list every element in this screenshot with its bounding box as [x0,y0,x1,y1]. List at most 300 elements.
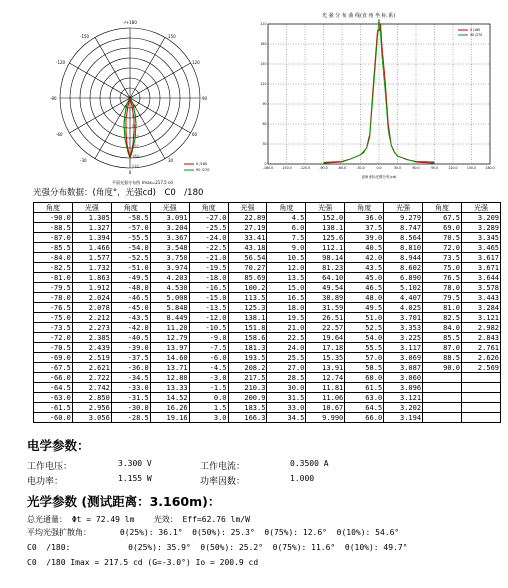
table-cell: 90.0 [423,363,462,373]
table-cell: 2.761 [461,343,500,353]
table-cell: 10.67 [306,403,345,413]
table-cell: 3.121 [461,313,500,323]
legend-label-c90: 90 /270 [470,33,483,37]
y-tick-label: 180 [260,42,267,46]
table-cell: -3.0 [189,373,228,383]
table-cell: 15.35 [306,353,345,363]
table-cell: 5.102 [384,283,423,293]
table-cell: 31.5 [267,393,306,403]
table-cell: 61.5 [345,383,384,393]
x-tick-label: 120.0 [448,166,458,170]
table-cell: 138.1 [306,223,345,233]
table-row [34,243,501,253]
table-cell: 2.519 [72,353,111,363]
table-cell: 12.74 [306,373,345,383]
table-cell: 52.5 [345,323,384,333]
table-cell: 13.33 [150,383,189,393]
power-label: 电功率： [27,477,64,487]
table-cell: 1.577 [72,253,111,263]
table-cell: 3.069 [384,353,423,363]
column-header: 光强 [306,203,345,213]
table-cell: -70.5 [34,343,73,353]
table-cell: -64.5 [34,383,73,393]
table-cell: 69.0 [423,223,462,233]
table-cell: 4.530 [150,283,189,293]
table-cell: 55.5 [345,343,384,353]
table-cell: 3.202 [384,403,423,413]
y-tick-label: 60 [262,122,267,126]
table-cell: 2.569 [461,363,500,373]
table-cell: 3.750 [150,253,189,263]
column-header: 角度 [189,203,228,213]
voltage-label: 工作电压： [27,462,73,472]
table-cell: 33.41 [228,233,267,243]
table-cell: 2.212 [72,313,111,323]
table-cell: 166.3 [228,413,267,423]
table-cell: -81.0 [34,273,73,283]
table-cell: 4.203 [150,273,189,283]
table-body [34,213,501,423]
table-cell: 42.0 [345,253,384,263]
table-cell: 112.1 [306,243,345,253]
table-cell: -78.0 [34,293,73,303]
table-cell: 22.57 [306,323,345,333]
legend-label-c0: 0 /180 [196,162,208,166]
table-cell: 3.465 [461,243,500,253]
table-cell: 82.5 [423,313,462,323]
table-cell: -61.5 [34,403,73,413]
table-cell: 2.626 [461,353,500,363]
x-tick-label: -90.0 [319,166,328,170]
table-cell: -85.5 [34,243,73,253]
table-cell: 3.443 [461,293,500,303]
pf-label: 功率因数： [200,477,246,487]
polar-chart [50,14,225,189]
table-cell: 2.843 [461,333,500,343]
table-cell: -49.5 [111,273,150,283]
pf-value: 1.000 [290,474,315,483]
table-cell: 63.0 [345,393,384,403]
legend-label-c90: 90 /270 [196,168,210,172]
cartesian-chart-title: 光 强 分 布 曲 线(直 角 坐 标 系) [322,13,396,19]
table-cell: 2.621 [72,363,111,373]
column-header: 角度 [267,203,306,213]
table-cell: 28.5 [267,373,306,383]
table-cell: -24.0 [189,233,228,243]
angle-label-m30: -30 [80,158,87,163]
table-cell: 9.279 [384,213,423,223]
table-cell: -10.5 [189,323,228,333]
table-header-row [34,203,501,213]
table-row [34,253,501,263]
table-cell: -69.0 [34,353,73,363]
table-cell: 58.5 [345,363,384,373]
table-cell: 22.89 [228,213,267,223]
x-tick-label: 30.0 [393,166,402,170]
y-tick-label: 90 [262,102,267,106]
x-tick-label: -30.0 [356,166,365,170]
table-cell: 43.5 [345,263,384,273]
table-cell [461,373,500,383]
polar-footer-sub: Imax=217.5 cd [142,180,173,185]
table-cell: 33.0 [267,403,306,413]
table-cell: -40.5 [111,333,150,343]
table-cell: 3.121 [384,393,423,403]
table-cell: -63.0 [34,393,73,403]
table-cell: 3.367 [150,233,189,243]
table-cell: 3.209 [461,213,500,223]
table-row [34,343,501,353]
table-cell: 5.008 [150,293,189,303]
table-cell: 19.5 [267,313,306,323]
table-cell: -7.5 [189,343,228,353]
x-tick-label: -120.0 [299,166,311,170]
table-cell: 72.0 [423,243,462,253]
table-cell: 8.449 [150,313,189,323]
table-cell: 48.0 [345,293,384,303]
table-cell: 78.0 [423,283,462,293]
table-cell: -67.5 [34,363,73,373]
table-cell: -15.0 [189,293,228,303]
table-row [34,393,501,403]
table-cell: 2.273 [72,323,111,333]
table-cell: 0.0 [189,393,228,403]
table-cell: 3.117 [384,343,423,353]
table-cell: -1.5 [189,383,228,393]
x-tick-labels [263,166,495,170]
table-cell: -84.0 [34,253,73,263]
ring-label: 150 [132,144,139,148]
legend-label-c0: 0 /180 [470,28,481,32]
table-cell: 3.204 [150,223,189,233]
table-cell: -39.0 [111,343,150,353]
power-value: 1.155 W [118,474,152,483]
table-cell: 4.5 [267,213,306,223]
table-cell [461,403,500,413]
table-row [34,233,501,243]
table-cell: -46.5 [111,293,150,303]
table-cell: -57.0 [111,223,150,233]
table-cell [423,393,462,403]
table-cell: 76.5 [423,273,462,283]
angle-label-120: 120 [192,60,200,65]
table-cell: -72.0 [34,333,73,343]
column-header: 光强 [384,203,423,213]
table-cell: 81.0 [423,303,462,313]
table-cell: 60.0 [345,373,384,383]
angle-label-m60: -60 [56,132,63,137]
table-cell: -55.5 [111,233,150,243]
table-cell: 27.0 [267,363,306,373]
table-cell: 138.1 [228,313,267,323]
ring-label: 180 [132,154,139,158]
table-cell: -75.0 [34,313,73,323]
table-row [34,383,501,393]
table-cell: -42.0 [111,323,150,333]
table-cell: 2.385 [72,333,111,343]
table-cell: 40.5 [345,243,384,253]
table-cell: 8.602 [384,263,423,273]
table-cell [423,403,462,413]
angle-label-m90: -90 [50,96,57,101]
table-cell: 34.5 [267,413,306,423]
table-cell: 54.0 [345,333,384,343]
optical-line-2: 平均光强扩散角： θ(25%): 36.1° θ(50%): 25.3° θ(75%): 12.6° θ(10%): 54.6° [27,528,400,537]
table-cell: 183.5 [228,403,267,413]
column-header: 角度 [111,203,150,213]
table-cell: 100.2 [228,283,267,293]
table-cell: 158.6 [228,333,267,343]
ring-label: 210 [132,164,139,168]
table-cell: 70.5 [423,233,462,243]
table-cell: 3.087 [384,363,423,373]
table-cell: 84.0 [423,323,462,333]
y-tick-label: 150 [260,62,267,66]
table-cell: 1.732 [72,263,111,273]
table-cell: 31.59 [306,303,345,313]
table-cell: -13.5 [189,303,228,313]
table-cell: 11.81 [306,383,345,393]
table-cell: -36.0 [111,363,150,373]
table-cell: 51.0 [345,313,384,323]
table-cell: 2.024 [72,293,111,303]
table-cell: -76.5 [34,303,73,313]
table-row [34,223,501,233]
x-tick-label: -60.0 [337,166,347,170]
x-tick-label: -180.0 [262,166,274,170]
table-row [34,313,501,323]
table-cell: 1.305 [72,213,111,223]
table-cell: 5.848 [150,303,189,313]
table-cell: 3.353 [384,323,423,333]
table-cell: 81.23 [306,263,345,273]
table-cell: 3.671 [461,263,500,273]
table-cell: 3.194 [384,413,423,423]
table-cell: 85.5 [423,333,462,343]
table-row [34,293,501,303]
table-cell: -16.5 [189,283,228,293]
table-cell: 87.0 [423,343,462,353]
table-cell: 3.644 [461,273,500,283]
table-cell: -12.0 [189,313,228,323]
angle-label-150: 150 [168,34,176,39]
table-cell: 2.742 [72,383,111,393]
table-cell: 2.850 [72,393,111,403]
table-cell: 13.5 [267,273,306,283]
table-cell: 13.71 [150,363,189,373]
x-tick-label: 150.0 [466,166,477,170]
table-cell: -66.0 [34,373,73,383]
table-cell: 3.345 [461,233,500,243]
voltage-value: 3.300 V [118,459,152,468]
y-tick-label: 30 [262,142,267,146]
table-cell: 3.578 [461,283,500,293]
table-cell: 200.9 [228,393,267,403]
table-cell: 210.3 [228,383,267,393]
x-tick-label: -150.0 [281,166,292,170]
table-cell: 152.0 [306,213,345,223]
table-cell: 4.025 [384,303,423,313]
table-cell: 12.79 [150,333,189,343]
table-cell: 19.16 [150,413,189,423]
table-cell: 64.10 [306,273,345,283]
table-cell: 3.289 [461,223,500,233]
column-header: 角度 [345,203,384,213]
table-cell: 193.5 [228,353,267,363]
y-tick-label: 120 [260,82,267,86]
table-cell: 98.14 [306,253,345,263]
table-cell: 125.3 [228,303,267,313]
section-title: 光强分布数据：(角度°，光强cd) C0 /180 [33,188,204,198]
table-row [34,363,501,373]
table-cell: 38.89 [306,293,345,303]
table-cell: -33.0 [111,383,150,393]
table-cell: -43.5 [111,313,150,323]
table-cell: 13.97 [150,343,189,353]
table-cell: -9.0 [189,333,228,343]
table-cell: -87.0 [34,233,73,243]
table-cell: 181.3 [228,343,267,353]
table-cell: 64.5 [345,403,384,413]
table-cell: -45.0 [111,303,150,313]
table-cell: 12.0 [267,263,306,273]
table-cell: 208.2 [228,363,267,373]
table-cell: -19.5 [189,263,228,273]
cartesian-chart [258,18,503,188]
current-value: 0.3500 A [290,459,329,468]
table-cell: -21.0 [189,253,228,263]
table-cell: 85.69 [228,273,267,283]
table-cell: 1.863 [72,273,111,283]
table-cell: 113.5 [228,293,267,303]
table-cell: 3.617 [461,253,500,263]
x-tick-label: 90.0 [430,166,439,170]
polar-legend [184,162,209,172]
table-cell: 9.990 [306,413,345,423]
table-cell: 18.0 [267,303,306,313]
table-cell [461,413,500,423]
table-cell: 27.19 [228,223,267,233]
current-label: 工作电流： [200,462,246,472]
table-cell: 66.0 [345,413,384,423]
table-cell: 9.0 [267,243,306,253]
column-header: 光强 [461,203,500,213]
table-cell: 15.0 [267,283,306,293]
optical-line-1: 总光通量： Φt = 72.49 lm 光效： Eff=62.76 lm/W [27,515,250,524]
table-row [34,273,501,283]
table-cell [423,383,462,393]
table-cell: 88.5 [423,353,462,363]
table-row [34,303,501,313]
table-cell: 3.060 [384,373,423,383]
table-cell: 3.096 [384,383,423,393]
table-cell: -31.5 [111,393,150,403]
table-cell: 3.225 [384,333,423,343]
angle-label-m150: -150 [80,34,90,39]
optical-title: 光学参数 (测试距离：3.160m)： [27,494,221,509]
table-cell: 3.284 [461,303,500,313]
table-cell: -37.5 [111,353,150,363]
table-cell: -28.5 [111,413,150,423]
table-cell: -82.5 [34,263,73,273]
table-row [34,213,501,223]
column-header: 光强 [150,203,189,213]
polar-top-label: -/+180 [123,20,137,25]
table-cell: -79.5 [34,283,73,293]
table-cell: 56.54 [228,253,267,263]
column-header: 角度 [34,203,73,213]
electrical-title: 电学参数： [27,438,90,453]
x-tick-label: 60.0 [412,166,420,170]
table-cell: 17.18 [306,343,345,353]
table-cell: 37.5 [345,223,384,233]
table-row [34,373,501,383]
table-cell: 14.60 [150,353,189,363]
table-cell: 14.52 [150,393,189,403]
table-cell: 67.5 [423,213,462,223]
x-tick-label: 180.0 [485,166,495,170]
table-cell: 2.722 [72,373,111,383]
table-cell: -51.0 [111,263,150,273]
ring-label: 90 [132,124,137,128]
table-cell: 2.982 [461,323,500,333]
table-cell: 3.974 [150,263,189,273]
table-cell: 36.0 [345,213,384,223]
distribution-table [33,202,501,423]
table-cell: 24.0 [267,343,306,353]
table-row [34,353,501,363]
table-row [34,263,501,273]
table-cell: -27.0 [189,213,228,223]
table-cell: 3.0 [189,413,228,423]
polar-footer: 平面光强分布图 [112,180,140,185]
table-cell: 2.439 [72,343,111,353]
table-cell: 12.80 [150,373,189,383]
table-cell [461,383,500,393]
table-cell: 125.6 [306,233,345,243]
table-cell: 8.747 [384,223,423,233]
table-cell: -34.5 [111,373,150,383]
angle-label-30: 30 [168,158,174,163]
table-cell: 2.078 [72,303,111,313]
ring-label: 60 [132,114,137,118]
angle-label-90: 90 [202,96,208,101]
table-cell: 45.0 [345,273,384,283]
table-cell: 75.0 [423,263,462,273]
angle-label-60: 60 [192,132,198,137]
table-cell: 6.0 [267,223,306,233]
table-cell: 57.0 [345,353,384,363]
table-cell: 79.5 [423,293,462,303]
table-cell: 1.466 [72,243,111,253]
angle-label-m120: -120 [56,60,66,65]
y-tick-label: 0 [264,162,267,166]
table-cell: 13.91 [306,363,345,373]
table-cell: 8.944 [384,253,423,263]
ring-label: 120 [132,134,139,138]
table-cell: 3.701 [384,313,423,323]
table-cell: 8.564 [384,233,423,243]
table-cell: 1.912 [72,283,111,293]
table-cell: 73.5 [423,253,462,263]
table-cell: 1.327 [72,223,111,233]
y-tick-label: 210 [260,22,267,26]
table-cell: -58.5 [111,213,150,223]
table-cell: 3.548 [150,243,189,253]
table-cell: 3.091 [150,213,189,223]
optical-line-3: C0 /180: θ(25%): 35.9° θ(50%): 25.2° θ(75%): 11.6° θ(10%): 49.7° [27,543,408,552]
table-cell: 2.956 [72,403,111,413]
